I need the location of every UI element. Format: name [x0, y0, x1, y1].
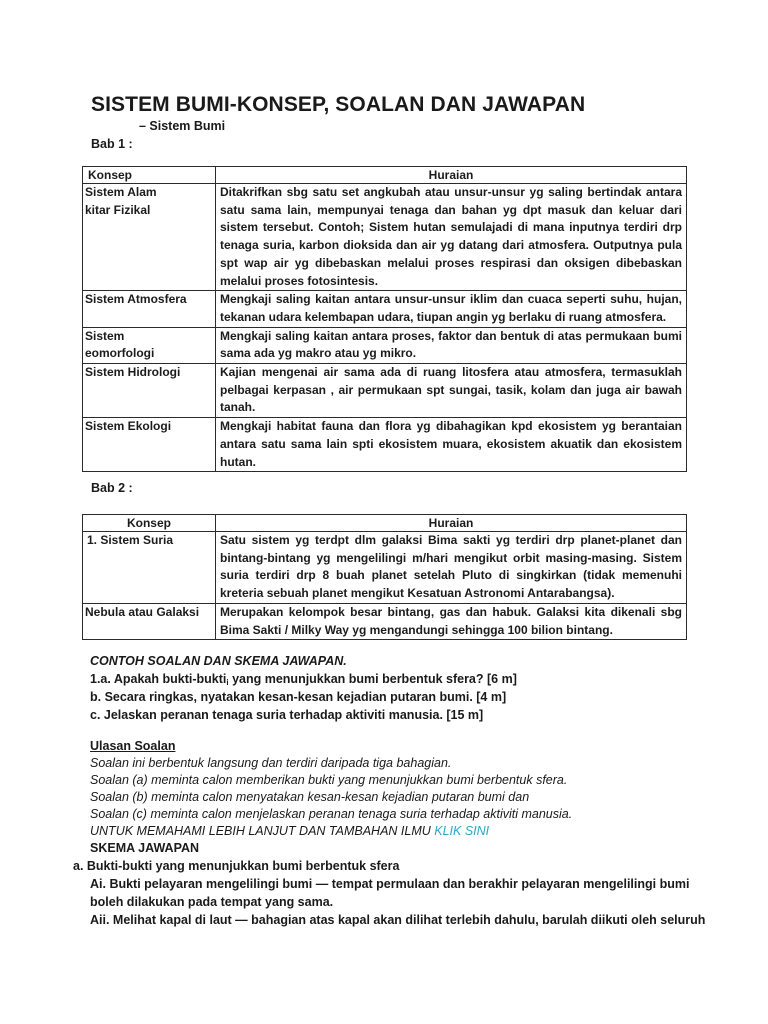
bab-1-label: Bab 1 :	[91, 137, 133, 151]
konsep-cell: Sistem Alam kitar Fizikal	[83, 184, 216, 291]
skema-jawapan-heading: SKEMA JAWAPAN	[90, 841, 200, 855]
huraian-cell: Merupakan kelompok besar bintang, gas dan habuk. Galaksi kita dikenali sbg Bima Sakti / Milky Way yg mengandungi sehingga 100 bilion bintang.	[216, 604, 687, 640]
table-row	[83, 327, 687, 363]
konsep-cell: 1. Sistem Suria	[83, 532, 216, 604]
konsep-table-bab-2	[82, 514, 687, 640]
question-1c: c. Jelaskan peranan tenaga suria terhadap aktiviti manusia. [15 m]	[90, 708, 484, 722]
contoh-soalan-heading: CONTOH SOALAN DAN SKEMA JAWAPAN.	[90, 654, 347, 668]
konsep-cell: Sistem eomorfologi	[83, 327, 216, 363]
more-info-text: UNTUK MEMAHAMI LEBIH LANJUT DAN TAMBAHAN ILMU	[90, 824, 435, 838]
konsep-cell: Sistem Atmosfera	[83, 291, 216, 327]
document-title: SISTEM BUMI-KONSEP, SOALAN DAN JAWAPAN	[91, 93, 586, 116]
skema-a-heading: a. Bukti-bukti yang menunjukkan bumi berbentuk sfera	[73, 859, 400, 873]
column-header-konsep: Konsep	[83, 167, 216, 184]
table-row	[83, 604, 687, 640]
question-1a-text-start: 1.a. Apakah bukti-bukti	[90, 672, 227, 686]
huraian-cell: Ditakrifkan sbg satu set angkubah atau unsur-unsur yg saling bertindak antara satu sama lain, mempunyai tenaga dan bahan yg dpt masuk dan keluar dari sistem tersebut. Contoh; Sistem hutan semulajadi di mana inputnya terdiri drp tenaga suria, karbon dioksida dan air yg datang dari atmosfera. Outputnya pula spt wap air yg dibebaskan melalui proses respirasi dan oksigen dibebaskan melalui proses fotosintesis.	[216, 184, 687, 291]
question-1a-subscript: i	[226, 678, 229, 687]
question-1a	[90, 672, 517, 687]
question-1b: b. Secara ringkas, nyatakan kesan-kesan kejadian putaran bumi. [4 m]	[90, 690, 507, 704]
table-row	[83, 364, 687, 418]
klik-sini-link[interactable]: KLIK SINI	[434, 824, 490, 838]
document-subtitle: – Sistem Bumi	[139, 119, 226, 133]
column-header-huraian: Huraian	[216, 515, 687, 532]
konsep-cell: Sistem Ekologi	[83, 418, 216, 472]
konsep-cell: Sistem Hidrologi	[83, 364, 216, 418]
ulasan-line: Soalan (a) meminta calon memberikan bukti yang menunjukkan bumi berbentuk sfera.	[90, 773, 568, 787]
skema-aii-line-1: Aii. Melihat kapal di laut — bahagian atas kapal akan dilihat terlebih dahulu, barulah diikuti oleh seluruh	[90, 913, 706, 927]
table-row	[83, 184, 687, 291]
ulasan-soalan-heading: Ulasan Soalan	[90, 739, 176, 753]
skema-ai-line-2: boleh dilakukan pada tempat yang sama.	[90, 895, 334, 909]
huraian-cell: Satu sistem yg terdpt dlm galaksi Bima sakti yg terdiri drp planet-planet dan bintang-bintang yg mengelilingi m/hari mengikut orbit masing-masing. Sistem suria terdiri drp 8 buah planet setelah Pluto di singkirkan (tidak memenuhi kreteria sebuah planet mengikut Kesatuan Astronomi Antarabangsa).	[216, 532, 687, 604]
huraian-cell: Kajian mengenai air sama ada di ruang litosfera atau atmosfera, termasuklah pelbagai kerpasan , air permukaan spt sungai, tasik, kolam dan juga air bawah tanah.	[216, 364, 687, 418]
huraian-cell: Mengkaji saling kaitan antara unsur-unsur iklim dan cuaca seperti suhu, hujan, tekanan udara kelembapan udara, tiupan angin yg berlaku di ruang atmosfera.	[216, 291, 687, 327]
konsep-cell: Nebula atau Galaksi	[83, 604, 216, 640]
table-header-row	[83, 167, 687, 184]
konsep-table-bab-1	[82, 166, 687, 472]
ulasan-line: Soalan ini berbentuk langsung dan terdiri daripada tiga bahagian.	[90, 756, 452, 770]
column-header-huraian: Huraian	[216, 167, 687, 184]
huraian-cell: Mengkaji saling kaitan antara proses, faktor dan bentuk di atas permukaan bumi sama ada yg makro atau yg mikro.	[216, 327, 687, 363]
table-header-row	[83, 515, 687, 532]
skema-ai-line-1: Ai. Bukti pelayaran mengelilingi bumi — tempat permulaan dan berakhir pelayaran mengelilingi bumi	[90, 877, 690, 891]
more-info-line	[90, 824, 489, 838]
table-row	[83, 418, 687, 472]
table-row	[83, 532, 687, 604]
column-header-konsep: Konsep	[83, 515, 216, 532]
ulasan-line: Soalan (c) meminta calon menjelaskan peranan tenaga suria terhadap aktiviti manusia.	[90, 807, 573, 821]
table-row	[83, 291, 687, 327]
bab-2-label: Bab 2 :	[91, 481, 133, 495]
ulasan-line: Soalan (b) meminta calon menyatakan kesan-kesan kejadian putaran bumi dan	[90, 790, 530, 804]
question-1a-text-end: yang menunjukkan bumi berbentuk sfera? [6 m]	[228, 672, 517, 686]
huraian-cell: Mengkaji habitat fauna dan flora yg dibahagikan kpd ekosistem yg berantaian antara satu sama lain spti ekosistem muara, ekosistem akuatik dan ekosistem hutan.	[216, 418, 687, 472]
